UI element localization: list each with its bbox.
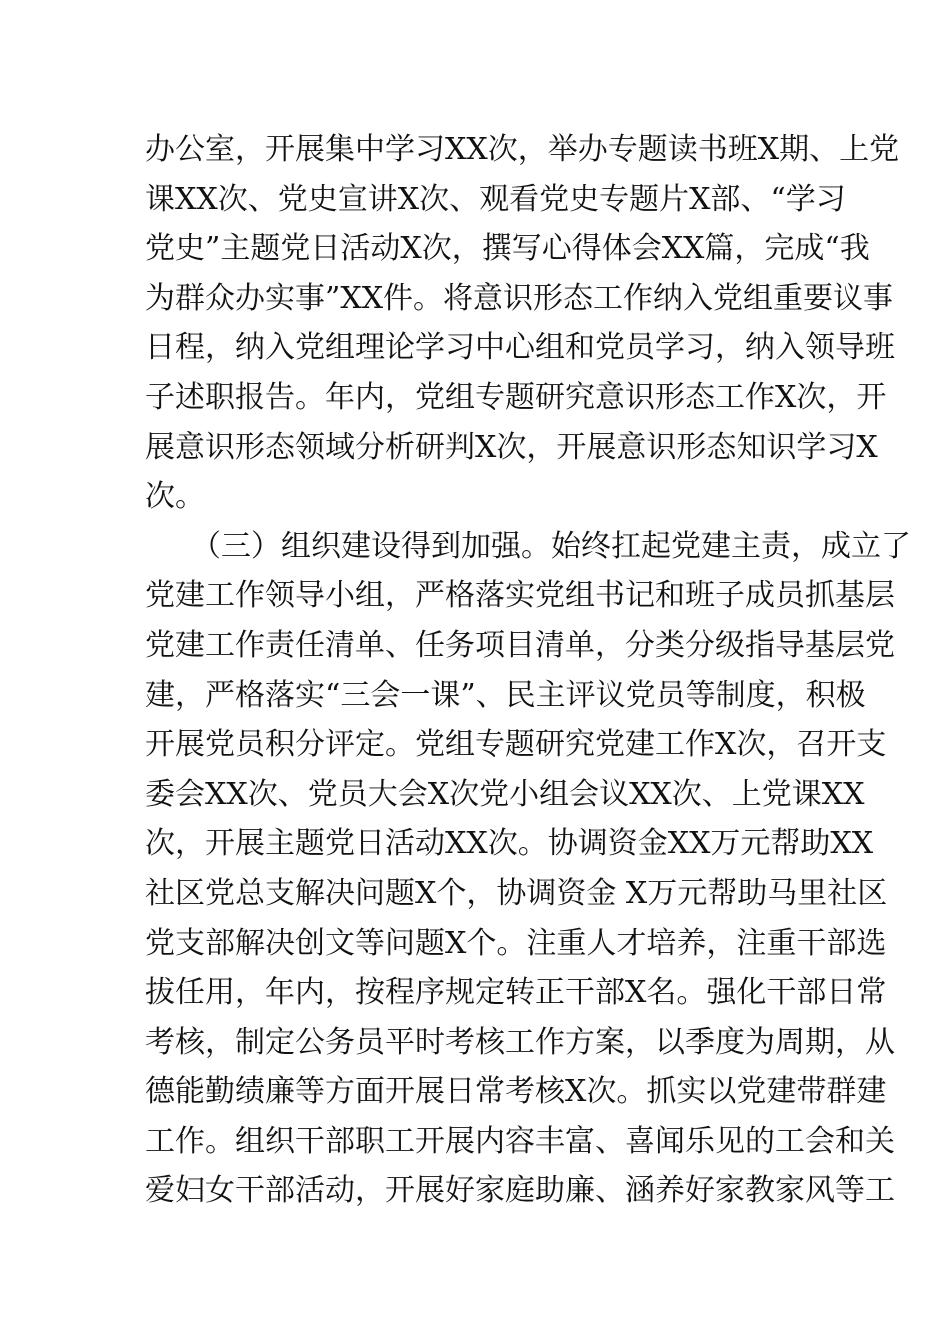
text-line: 委会XX次、党员大会X次党小组会议XX次、上党课XX — [145, 776, 865, 812]
paragraph-organization-building — [145, 522, 911, 1216]
text-line: 党史”主题党日活动X次，撰写心得体会XX篇，完成“我 — [145, 231, 870, 267]
text-line: 课XX次、党史宣讲X次、观看党史专题片X部、“学习 — [145, 181, 846, 217]
text-line: 社区党总支解决问题X个，协调资金 X万元帮助马里社区 — [145, 875, 888, 911]
text-line: 次。 — [145, 479, 205, 515]
section-heading-line: （三）组织建设得到加强。始终扛起党建主责，成立了 — [191, 528, 911, 564]
text-line: 子述职报告。年内，党组专题研究意识形态工作X次，开 — [145, 379, 887, 415]
text-line: 德能勤绩廉等方面开展日常考核X次。抓实以党建带群建 — [145, 1074, 887, 1110]
text-line: 爱妇女干部活动，开展好家庭助廉、涵养好家教家风等工 — [145, 1173, 895, 1209]
text-line: 党建工作领导小组，严格落实党组书记和班子成员抓基层 — [145, 578, 895, 614]
text-line: 考核，制定公务员平时考核工作方案，以季度为周期，从 — [145, 1024, 895, 1060]
text-line: 拔任用，年内，按程序规定转正干部X名。强化干部日常 — [145, 975, 887, 1011]
text-line: 为群众办实事”XX件。将意识形态工作纳入党组重要议事 — [145, 280, 894, 316]
text-line: 办公室，开展集中学习XX次，举办专题读书班X期、上党 — [145, 132, 900, 167]
text-line: 党建工作责任清单、任务项目清单，分类分级指导基层党 — [145, 627, 895, 663]
document-body — [145, 125, 911, 1216]
text-line: 建，严格落实“三会一课”、民主评议党员等制度，积极 — [145, 677, 866, 713]
text-line: 开展党员积分评定。党组专题研究党建工作X次，召开支 — [145, 727, 887, 763]
text-line: 展意识形态领域分析研判X次，开展意识形态知识学习X — [145, 429, 878, 465]
text-line: 工作。组织干部职工开展内容丰富、喜闻乐见的工会和关 — [145, 1123, 895, 1159]
paragraph-ideology-work — [145, 125, 900, 522]
text-line: 日程，纳入党组理论学习中心组和党员学习，纳入领导班 — [145, 330, 895, 366]
text-line: 党支部解决创文等问题X个。注重人才培养，注重干部选 — [145, 925, 887, 961]
text-line: 次，开展主题党日活动XX次。协调资金XX万元帮助XX — [145, 826, 874, 862]
